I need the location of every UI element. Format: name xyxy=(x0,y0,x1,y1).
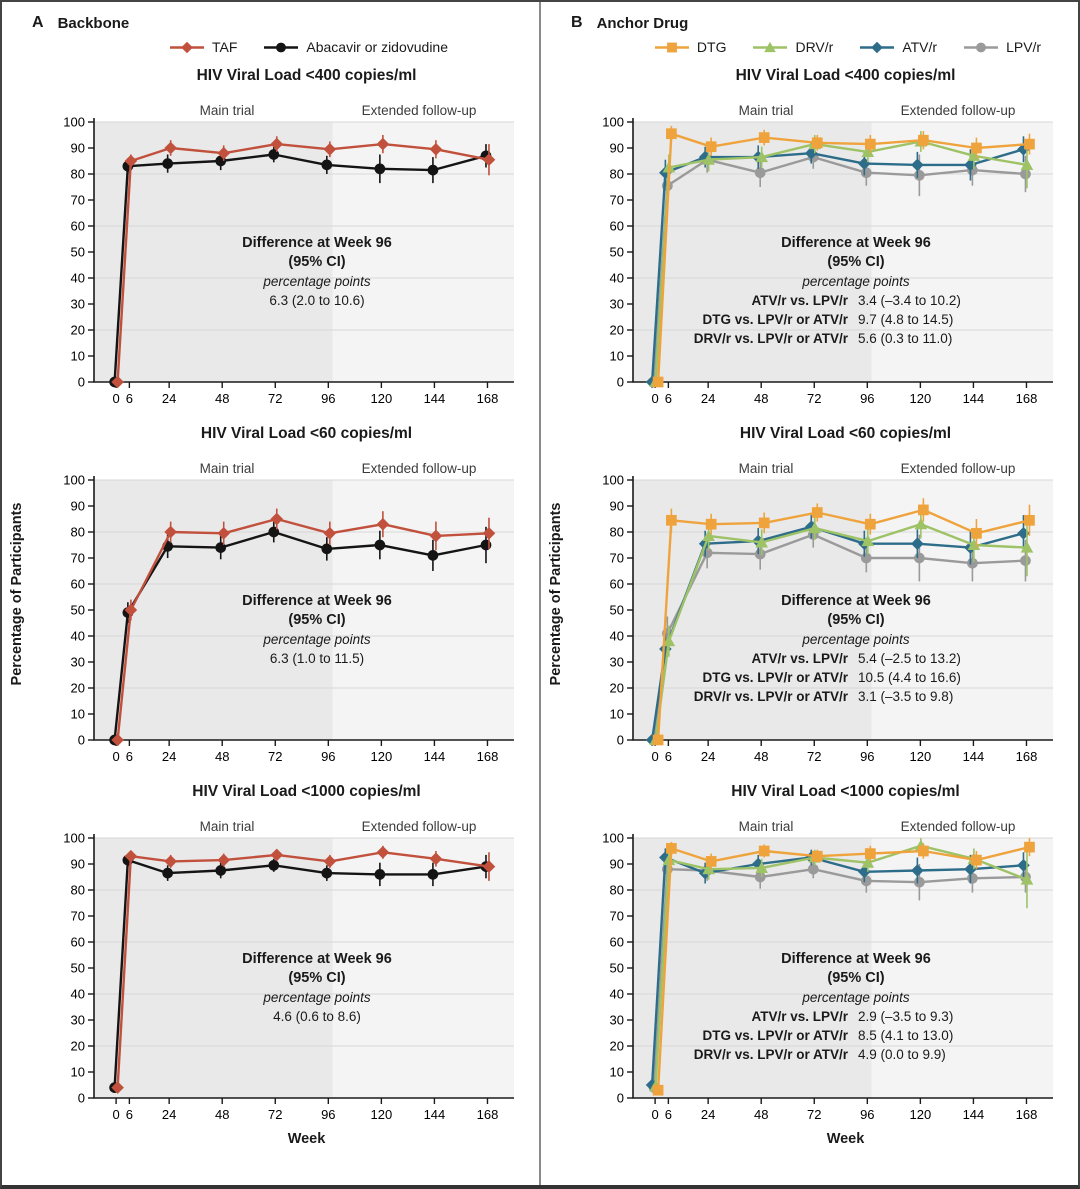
y-tick-label: 0 xyxy=(77,1090,85,1106)
annotation-unit: percentage points xyxy=(263,632,371,647)
chart-area xyxy=(32,88,537,412)
x-tick-label: 6 xyxy=(664,1107,672,1122)
annotation-header: (95% CI) xyxy=(288,970,346,986)
y-tick-label: 30 xyxy=(609,1012,624,1028)
y-tick-label: 20 xyxy=(70,680,85,696)
y-tick-label: 90 xyxy=(70,140,85,156)
x-tick-label: 168 xyxy=(1015,1107,1038,1122)
x-tick-label: 24 xyxy=(700,1107,716,1122)
circle-marker-icon xyxy=(914,553,925,564)
square-marker-icon xyxy=(918,505,929,516)
annotation-row xyxy=(633,1045,1053,1064)
chart-title: HIV Viral Load <400 copies/ml xyxy=(735,67,956,84)
x-tick-label: 144 xyxy=(962,749,985,764)
square-marker-icon xyxy=(865,519,876,530)
region-label-main-trial: Main trial xyxy=(738,461,794,476)
square-marker-icon xyxy=(666,843,677,854)
x-tick-label: 144 xyxy=(423,1107,446,1122)
triangle-marker-icon xyxy=(752,40,788,55)
y-tick-label: 10 xyxy=(70,1064,85,1080)
x-tick-label: 6 xyxy=(125,1107,133,1122)
y-tick-label: 30 xyxy=(70,654,85,670)
x-tick-label: 120 xyxy=(370,749,393,764)
circle-marker-icon xyxy=(321,160,332,171)
circle-marker-icon xyxy=(321,544,332,555)
circle-marker-icon xyxy=(162,868,173,879)
square-marker-icon xyxy=(654,40,690,55)
x-tick-label: 120 xyxy=(909,749,932,764)
y-tick-label: 0 xyxy=(77,732,85,748)
annotation-row xyxy=(633,1026,1053,1045)
y-tick-label: 30 xyxy=(609,654,624,670)
x-tick-label: 168 xyxy=(476,749,499,764)
circle-marker-icon xyxy=(914,877,925,888)
square-marker-icon xyxy=(759,518,770,529)
square-marker-icon xyxy=(666,515,677,526)
y-tick-label: 30 xyxy=(609,296,624,312)
x-tick-label: 168 xyxy=(476,391,499,406)
annotation-row xyxy=(633,1007,1053,1026)
x-tick-label: 96 xyxy=(321,749,336,764)
chart-area xyxy=(571,446,1076,770)
annotation-row-value: 8.5 (4.1 to 13.0) xyxy=(858,1028,954,1043)
square-marker-icon xyxy=(1024,515,1035,526)
annotation-row-label: DRV/r vs. LPV/r or ATV/r xyxy=(693,689,848,704)
circle-marker-icon xyxy=(215,865,226,876)
square-marker-icon xyxy=(971,143,982,154)
square-marker-icon xyxy=(706,519,717,530)
panel-title: Backbone xyxy=(57,14,130,32)
circle-marker-icon xyxy=(428,165,439,176)
circle-marker-icon xyxy=(861,876,872,887)
legend-item-abacavir-or-zidovudine xyxy=(263,39,448,55)
region-label-main-trial: Main trial xyxy=(738,103,794,118)
legend-label: DTG xyxy=(696,39,727,55)
square-marker-icon xyxy=(971,528,982,539)
annotation-row-value: 2.9 (–3.5 to 9.3) xyxy=(858,1009,954,1024)
y-tick-label: 10 xyxy=(609,1064,624,1080)
y-tick-label: 100 xyxy=(602,472,624,488)
y-tick-label: 70 xyxy=(609,192,624,208)
x-tick-label: 72 xyxy=(268,391,283,406)
y-tick-label: 50 xyxy=(70,960,85,976)
x-tick-label: 0 xyxy=(112,749,120,764)
square-marker-icon xyxy=(865,848,876,859)
square-marker-icon xyxy=(653,735,664,746)
y-tick-label: 60 xyxy=(70,218,85,234)
panel-letter: A xyxy=(32,14,44,31)
difference-annotation xyxy=(633,950,1053,1064)
x-tick-label: 72 xyxy=(807,391,822,406)
x-tick-label: 48 xyxy=(214,391,230,406)
y-tick-label: 50 xyxy=(70,602,85,618)
y-tick-label: 0 xyxy=(616,732,624,748)
circle-marker-icon xyxy=(321,868,332,879)
panel-header xyxy=(571,12,1078,34)
circle-marker-icon xyxy=(914,170,925,181)
annotation-row-label: DTG vs. LPV/r or ATV/r xyxy=(702,670,848,685)
circle-marker-icon xyxy=(162,158,173,169)
annotation-value: 6.3 (2.0 to 10.6) xyxy=(269,293,365,308)
region-label-extended-followup: Extended follow-up xyxy=(361,461,477,476)
x-tick-label: 144 xyxy=(962,391,985,406)
x-tick-label: 120 xyxy=(370,1107,393,1122)
y-tick-label: 100 xyxy=(63,830,85,846)
annotation-row-label: DRV/r vs. LPV/r or ATV/r xyxy=(693,331,848,346)
y-tick-label: 20 xyxy=(609,680,624,696)
x-tick-label: 96 xyxy=(860,749,875,764)
y-tick-label: 60 xyxy=(609,934,624,950)
region-label-main-trial: Main trial xyxy=(199,461,255,476)
circle-marker-icon xyxy=(976,42,986,52)
y-tick-label: 60 xyxy=(609,576,624,592)
circle-marker-icon xyxy=(375,869,386,880)
annotation-header: Difference at Week 96 xyxy=(242,951,392,967)
x-tick-label: 0 xyxy=(651,391,659,406)
x-tick-label: 48 xyxy=(753,749,769,764)
circle-marker-icon xyxy=(428,869,439,880)
y-tick-label: 20 xyxy=(70,1038,85,1054)
region-label-extended-followup: Extended follow-up xyxy=(361,103,477,118)
annotation-header: (95% CI) xyxy=(288,612,346,628)
y-tick-label: 70 xyxy=(70,908,85,924)
x-tick-label: 96 xyxy=(321,1107,336,1122)
x-tick-label: 168 xyxy=(476,1107,499,1122)
y-axis-label: Percentage of Participants xyxy=(9,502,25,685)
x-tick-label: 24 xyxy=(161,749,177,764)
legend-item-drv-r xyxy=(752,39,833,55)
annotation-header: Difference at Week 96 xyxy=(242,235,392,251)
square-marker-icon xyxy=(812,137,823,148)
annotation-header: (95% CI) xyxy=(827,254,885,270)
y-tick-label: 100 xyxy=(602,830,624,846)
chart-title: HIV Viral Load <60 copies/ml xyxy=(739,425,952,442)
chart-block xyxy=(32,780,539,1128)
square-marker-icon xyxy=(666,128,677,139)
annotation-row-label: DRV/r vs. LPV/r or ATV/r xyxy=(693,1047,848,1062)
annotation-row xyxy=(633,310,1053,329)
circle-marker-icon xyxy=(861,167,872,178)
legend-item-dtg xyxy=(654,39,727,55)
chart-block xyxy=(32,422,539,770)
annotation-row-value: 3.1 (–3.5 to 9.8) xyxy=(858,689,954,704)
circle-marker-icon xyxy=(808,864,819,875)
square-marker-icon xyxy=(971,855,982,866)
circle-marker-icon xyxy=(1020,169,1031,180)
circle-marker-icon xyxy=(1020,555,1031,566)
panel-header xyxy=(32,12,539,34)
chart-title: HIV Viral Load <400 copies/ml xyxy=(196,67,417,84)
y-tick-label: 90 xyxy=(70,856,85,872)
annotation-header: Difference at Week 96 xyxy=(781,951,931,967)
y-tick-label: 70 xyxy=(70,550,85,566)
square-marker-icon xyxy=(759,846,770,857)
annotation-unit: percentage points xyxy=(263,990,371,1005)
annotation-row xyxy=(633,687,1053,706)
charts-column xyxy=(32,64,539,1128)
legend-item-taf xyxy=(169,39,237,55)
square-marker-icon xyxy=(759,132,770,143)
y-tick-label: 60 xyxy=(70,934,85,950)
annotation-row-label: DTG vs. LPV/r or ATV/r xyxy=(702,1028,848,1043)
x-tick-label: 24 xyxy=(700,749,716,764)
y-axis-label: Percentage of Participants xyxy=(548,502,564,685)
annotation-row-value: 5.4 (–2.5 to 13.2) xyxy=(858,651,961,666)
y-tick-label: 10 xyxy=(70,348,85,364)
y-tick-label: 90 xyxy=(70,498,85,514)
circle-marker-icon xyxy=(861,553,872,564)
x-tick-label: 120 xyxy=(909,391,932,406)
legend-item-lpv-r xyxy=(963,39,1041,55)
annotation-row-label: ATV/r vs. LPV/r xyxy=(751,293,848,308)
region-label-extended-followup: Extended follow-up xyxy=(900,819,1016,834)
chart-area xyxy=(32,446,537,770)
x-tick-label: 6 xyxy=(664,749,672,764)
y-tick-label: 100 xyxy=(602,114,624,130)
y-tick-label: 20 xyxy=(609,322,624,338)
chart-block xyxy=(32,64,539,412)
x-tick-label: 0 xyxy=(112,391,120,406)
legend xyxy=(32,34,539,60)
difference-annotation xyxy=(633,592,1053,706)
y-tick-label: 60 xyxy=(70,576,85,592)
circle-marker-icon xyxy=(276,42,286,52)
region-label-extended-followup: Extended follow-up xyxy=(361,819,477,834)
y-tick-label: 80 xyxy=(609,166,624,182)
annotation-row xyxy=(633,329,1053,348)
y-tick-label: 50 xyxy=(609,960,624,976)
y-tick-label: 40 xyxy=(70,986,85,1002)
y-tick-label: 80 xyxy=(609,524,624,540)
square-marker-icon xyxy=(706,856,717,867)
region-label-extended-followup: Extended follow-up xyxy=(900,461,1016,476)
circle-marker-icon xyxy=(963,40,999,55)
annotation-row-label: ATV/r vs. LPV/r xyxy=(751,1009,848,1024)
annotation-header: (95% CI) xyxy=(288,254,346,270)
square-marker-icon xyxy=(918,846,929,857)
x-tick-label: 144 xyxy=(423,391,446,406)
x-tick-label: 0 xyxy=(651,749,659,764)
x-tick-label: 72 xyxy=(268,749,283,764)
square-marker-icon xyxy=(812,507,823,518)
legend xyxy=(571,34,1078,60)
y-tick-label: 70 xyxy=(609,908,624,924)
x-tick-label: 6 xyxy=(125,749,133,764)
y-tick-label: 80 xyxy=(70,524,85,540)
x-tick-label: 72 xyxy=(807,1107,822,1122)
annotation-value: 6.3 (1.0 to 11.5) xyxy=(269,651,365,666)
legend-label: ATV/r xyxy=(902,39,938,55)
circle-marker-icon xyxy=(375,540,386,551)
annotation-row-value: 4.9 (0.0 to 9.9) xyxy=(858,1047,946,1062)
y-tick-label: 40 xyxy=(70,628,85,644)
square-marker-icon xyxy=(706,141,717,152)
y-tick-label: 40 xyxy=(609,986,624,1002)
chart-block xyxy=(571,780,1078,1128)
y-tick-label: 70 xyxy=(609,550,624,566)
annotation-row-value: 5.6 (0.3 to 11.0) xyxy=(858,331,953,346)
circle-marker-icon xyxy=(755,167,766,178)
y-tick-label: 50 xyxy=(609,602,624,618)
x-tick-label: 6 xyxy=(125,391,133,406)
diamond-marker-icon xyxy=(872,41,884,53)
annotation-unit: percentage points xyxy=(802,632,910,647)
x-tick-label: 168 xyxy=(1015,749,1038,764)
region-label-main-trial: Main trial xyxy=(199,819,255,834)
x-tick-label: 48 xyxy=(753,1107,769,1122)
difference-annotation xyxy=(94,950,514,1026)
annotation-unit: percentage points xyxy=(263,274,371,289)
annotation-unit: percentage points xyxy=(802,990,910,1005)
annotation-row-label: DTG vs. LPV/r or ATV/r xyxy=(702,312,848,327)
y-tick-label: 80 xyxy=(70,882,85,898)
y-tick-label: 10 xyxy=(609,348,624,364)
legend-label: Abacavir or zidovudine xyxy=(306,39,449,55)
annotation-header: (95% CI) xyxy=(827,970,885,986)
x-tick-label: 6 xyxy=(664,391,672,406)
legend-label: DRV/r xyxy=(795,39,834,55)
y-tick-label: 20 xyxy=(70,322,85,338)
annotation-unit: percentage points xyxy=(802,274,910,289)
square-marker-icon xyxy=(918,135,929,146)
x-axis-label: Week xyxy=(287,1131,326,1147)
x-tick-label: 72 xyxy=(807,749,822,764)
legend-label: TAF xyxy=(211,39,238,55)
y-tick-label: 0 xyxy=(616,374,624,390)
y-tick-label: 30 xyxy=(70,296,85,312)
square-marker-icon xyxy=(653,1085,664,1096)
y-tick-label: 70 xyxy=(70,192,85,208)
annotation-row-label: ATV/r vs. LPV/r xyxy=(751,651,848,666)
y-tick-label: 60 xyxy=(609,218,624,234)
region-label-main-trial: Main trial xyxy=(738,819,794,834)
annotation-row xyxy=(633,291,1053,310)
chart-area xyxy=(571,804,1076,1128)
square-marker-icon xyxy=(812,851,823,862)
legend-label: LPV/r xyxy=(1006,39,1042,55)
y-tick-label: 90 xyxy=(609,856,624,872)
y-tick-label: 100 xyxy=(63,114,85,130)
y-tick-label: 40 xyxy=(70,270,85,286)
square-marker-icon xyxy=(1024,139,1035,150)
x-tick-label: 24 xyxy=(700,391,716,406)
diamond-marker-icon xyxy=(181,41,193,53)
x-tick-label: 0 xyxy=(112,1107,120,1122)
chart-title: HIV Viral Load <1000 copies/ml xyxy=(192,783,421,800)
region-label-main-trial: Main trial xyxy=(199,103,255,118)
y-tick-label: 50 xyxy=(70,244,85,260)
square-marker-icon xyxy=(1024,842,1035,853)
chart-block xyxy=(571,64,1078,412)
chart-area xyxy=(32,804,537,1128)
diamond-marker-icon xyxy=(859,40,895,55)
circle-marker-icon xyxy=(263,40,299,55)
difference-annotation xyxy=(94,234,514,310)
circle-marker-icon xyxy=(428,550,439,561)
y-tick-label: 10 xyxy=(609,706,624,722)
y-tick-label: 40 xyxy=(609,628,624,644)
panel-anchor-drug xyxy=(539,2,1078,1185)
chart-area xyxy=(571,88,1076,412)
y-tick-label: 40 xyxy=(609,270,624,286)
annotation-header: Difference at Week 96 xyxy=(781,235,931,251)
annotation-row-value: 9.7 (4.8 to 14.5) xyxy=(858,312,954,327)
annotation-row xyxy=(633,649,1053,668)
annotation-header: (95% CI) xyxy=(827,612,885,628)
y-tick-label: 100 xyxy=(63,472,85,488)
y-tick-label: 80 xyxy=(70,166,85,182)
x-tick-label: 48 xyxy=(214,1107,230,1122)
y-tick-label: 0 xyxy=(616,1090,624,1106)
y-tick-label: 80 xyxy=(609,882,624,898)
y-tick-label: 90 xyxy=(609,498,624,514)
x-tick-label: 0 xyxy=(651,1107,659,1122)
x-tick-label: 120 xyxy=(370,391,393,406)
circle-marker-icon xyxy=(375,163,386,174)
x-tick-label: 168 xyxy=(1015,391,1038,406)
x-tick-label: 24 xyxy=(161,1107,177,1122)
annotation-header: Difference at Week 96 xyxy=(242,593,392,609)
chart-block xyxy=(571,422,1078,770)
y-tick-label: 50 xyxy=(609,244,624,260)
x-tick-label: 96 xyxy=(321,391,336,406)
x-tick-label: 96 xyxy=(860,391,875,406)
circle-marker-icon xyxy=(967,558,978,569)
x-tick-label: 120 xyxy=(909,1107,932,1122)
x-tick-label: 144 xyxy=(962,1107,985,1122)
y-tick-label: 20 xyxy=(609,1038,624,1054)
y-tick-label: 10 xyxy=(70,706,85,722)
x-tick-label: 24 xyxy=(161,391,177,406)
annotation-row-value: 10.5 (4.4 to 16.6) xyxy=(858,670,961,685)
chart-title: HIV Viral Load <60 copies/ml xyxy=(200,425,413,442)
square-marker-icon xyxy=(865,139,876,150)
region-label-extended-followup: Extended follow-up xyxy=(900,103,1016,118)
circle-marker-icon xyxy=(755,872,766,883)
panel-backbone xyxy=(2,2,539,1185)
panel-title: Anchor Drug xyxy=(596,14,689,32)
legend-item-atv-r xyxy=(859,39,937,55)
x-tick-label: 96 xyxy=(860,1107,875,1122)
x-tick-label: 48 xyxy=(214,749,230,764)
y-tick-label: 90 xyxy=(609,140,624,156)
circle-marker-icon xyxy=(967,873,978,884)
x-tick-label: 72 xyxy=(268,1107,283,1122)
chart-title: HIV Viral Load <1000 copies/ml xyxy=(731,783,960,800)
difference-annotation xyxy=(94,592,514,668)
y-tick-label: 30 xyxy=(70,1012,85,1028)
annotation-row xyxy=(633,668,1053,687)
square-marker-icon xyxy=(667,42,677,52)
annotation-header: Difference at Week 96 xyxy=(781,593,931,609)
square-marker-icon xyxy=(653,377,664,388)
x-tick-label: 144 xyxy=(423,749,446,764)
panel-letter: B xyxy=(571,14,583,31)
charts-column xyxy=(571,64,1078,1128)
circle-marker-icon xyxy=(755,549,766,560)
x-tick-label: 48 xyxy=(753,391,769,406)
circle-marker-icon xyxy=(268,860,279,871)
annotation-value: 4.6 (0.6 to 8.6) xyxy=(273,1009,361,1024)
difference-annotation xyxy=(633,234,1053,348)
x-axis-label: Week xyxy=(826,1131,865,1147)
diamond-marker-icon xyxy=(169,40,205,55)
y-tick-label: 0 xyxy=(77,374,85,390)
annotation-row-value: 3.4 (–3.4 to 10.2) xyxy=(858,293,961,308)
